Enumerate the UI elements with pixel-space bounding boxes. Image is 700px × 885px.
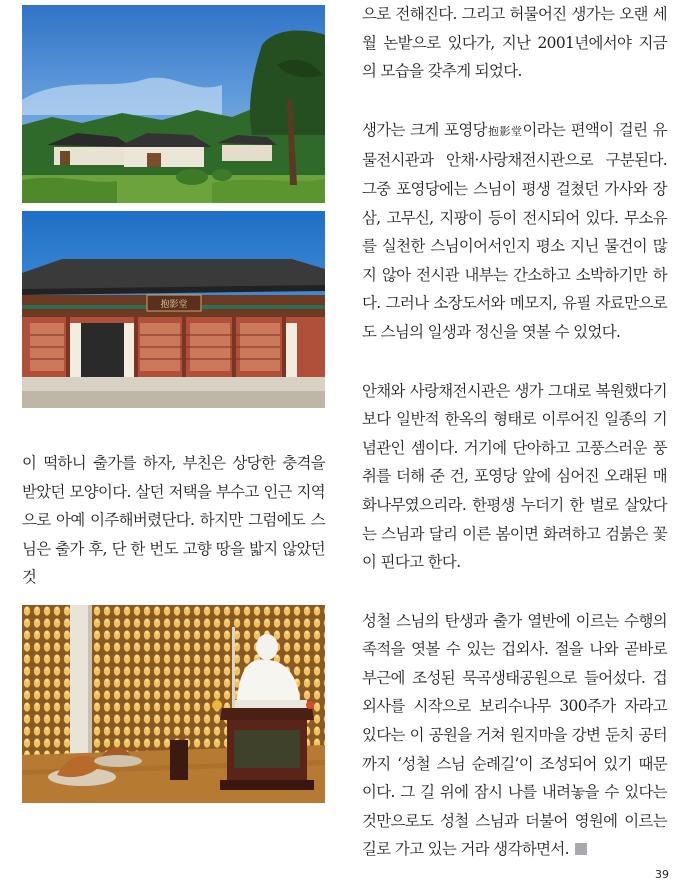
paragraph-2 <box>362 116 667 347</box>
paragraph-1: 으로 전해진다. 그리고 허물어진 생가는 오랜 세월 논밭으로 있다가, 지난 2001년에서야 지금의 모습을 갖추게 되었다. <box>362 5 667 81</box>
left-paragraph: 이 떡하니 출가를 하자, 부친은 상당한 충격을 받았던 모양이다. 살던 저택을 부수고 인근 지역으로 아예 이주해버렸단다. 하지만 그럼에도 스님은 출가 후, 단 한 번도 고향 땅을 밟지 않았던 것 <box>22 454 325 587</box>
hall-plaque-text: 抱影堂 <box>160 300 188 310</box>
paragraph-2-lead: 생가는 크게 포영당 <box>362 120 487 139</box>
photo-hanok-complex <box>22 5 325 203</box>
paragraph-2-body: 이라는 편액이 걸린 유물전시관과 안채·사랑채전시관으로 구분된다. 그중 포영당에는 스님이 평생 걸쳤던 가사와 장삼, 고무신, 지팡이 등이 전시되어 있다. 무소유를 실천한 스님이어서인지 평소 지닌 물건이 많지 않아 전시관 내부는 간소하고 소박하기만 하다. 그러나 소장도서와 메모지, 유필 자료만으로도 스님의 일생과 정신을 엿볼 수 있었다. <box>362 120 667 341</box>
photo-statue-hall <box>22 605 325 803</box>
page-number: 39 <box>655 868 669 881</box>
hanja-pogyeongdang: 抱影堂 <box>486 124 523 138</box>
photo-pogyeongdang-hall <box>22 211 325 408</box>
left-column-text <box>22 449 325 592</box>
paragraph-4-text: 성철 스님의 탄생과 출가 열반에 이르는 수행의 족적을 엿볼 수 있는 겁외사. 절을 나와 곧바로 부근에 조성된 묵곡생태공원으로 들어섰다. 겁외사를 시작으로 보리수나무 300주가 자라고 있다는 이 공원을 거쳐 원지마을 강변 둔치 공터까지 ‘성철 스님 순례길’이 조성되어 있기 때문이다. 그 길 위에 잠시 나를 내려놓을 수 있다는 것만으로도 성철 스님과 더불어 영원에 이르는 길로 가고 있는 거라 생각하면서. <box>362 611 667 859</box>
end-mark-square-icon <box>575 843 587 855</box>
paragraph-4 <box>362 607 667 864</box>
paragraph-3: 안채와 사랑채전시관은 생가 그대로 복원했다기보다 일반적 한옥의 형태로 이루어진 일종의 기념관인 셈이다. 거기에 단아하고 고풍스러운 풍취를 더해 준 건, 포영당 앞에 심어진 오래된 매화나무였으리라. 한평생 누더기 한 벌로 살았다는 스님과 달리 이른 봄이면 화려하고 검붉은 꽃이 핀다고 한다. <box>362 381 667 572</box>
right-column-text <box>362 0 667 864</box>
